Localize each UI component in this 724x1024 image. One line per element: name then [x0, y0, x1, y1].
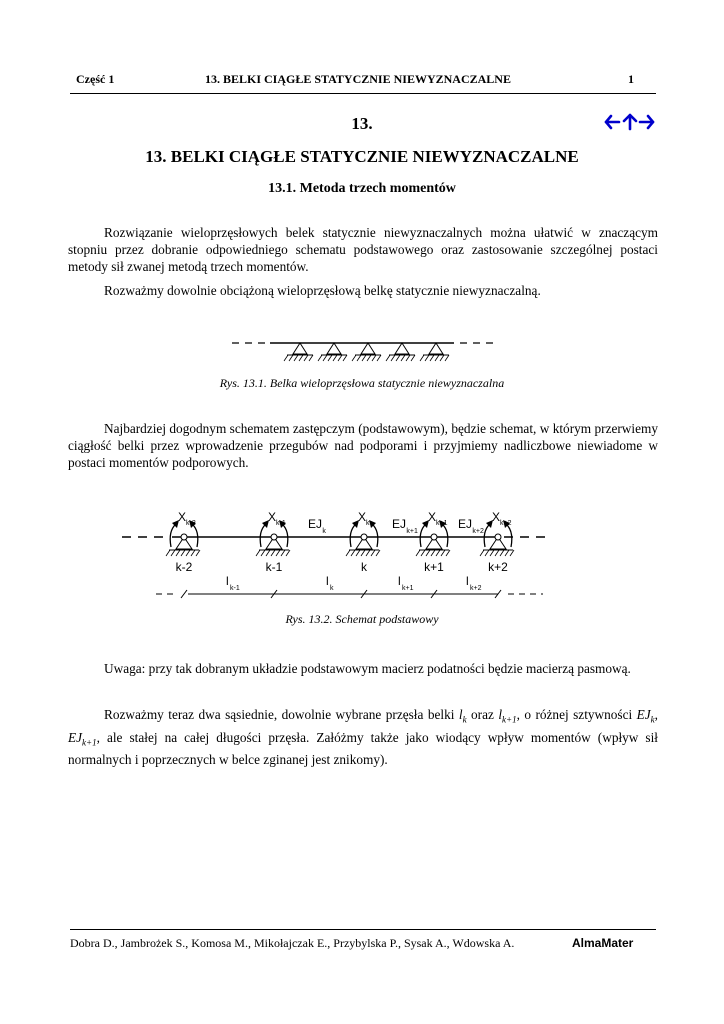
span-length-subscript: k-1	[230, 585, 240, 592]
arrow-right-icon[interactable]	[640, 116, 653, 128]
chapter-number: 13.	[351, 114, 373, 133]
footer-publisher: AlmaMater	[572, 936, 634, 950]
footer-authors: Dobra D., Jambrożek S., Komosa M., Mikołajczak E., Przybylska P., Sysak A., Wdowska A.	[70, 936, 515, 950]
paragraph-1-text: Rozwiązanie wieloprzęsłowych belek statycznie niewyznaczalnych można ułatwić w znaczącym stopniu przez dobranie odpowiedniego schematu podstawowego oraz zastosowanie szczególnej postaci metody sił zwanej metodą trzech momentów.	[68, 225, 658, 274]
node-label: k+1	[424, 560, 444, 574]
paragraph-4	[68, 660, 658, 677]
arrow-up-icon[interactable]	[624, 115, 636, 129]
span-length-label: l	[326, 574, 329, 588]
paragraph-4-text: Uwaga: przy tak dobranym układzie podstawowym macierz podatności będzie macierzą pasmową.	[104, 661, 631, 676]
redundant-moment-subscript: k+2	[500, 520, 512, 527]
arrow-left-icon[interactable]	[606, 116, 619, 128]
paragraph-2	[68, 282, 658, 299]
paragraph-5	[68, 706, 658, 768]
paragraph-5-text-c: , o różnej sztywności	[516, 707, 637, 722]
chapter-title: 13. BELKI CIĄGŁE STATYCZNIE NIEWYZNACZALNE	[145, 147, 579, 166]
stiffness-label: EJ	[308, 517, 323, 531]
stiffness-label: EJ	[458, 517, 473, 531]
stiffness-label: EJ	[392, 517, 407, 531]
header-part: Część 1	[76, 72, 115, 86]
redundant-moment-label: X	[268, 510, 277, 524]
symbol-ejk: $EJ_k$	[636, 707, 655, 725]
symbol-lk1: $l_{k+1}$	[498, 707, 517, 725]
span-length-label: l	[398, 574, 401, 588]
node-label: k	[361, 560, 367, 574]
span-length-label: l	[226, 574, 229, 588]
dimension-tick	[181, 590, 187, 598]
pin-support-icon	[284, 343, 313, 361]
hinged-support-icon	[346, 520, 380, 556]
figure-continuous-beam	[228, 333, 500, 367]
paragraph-3	[68, 420, 658, 471]
footer-rule	[70, 929, 656, 930]
paragraph-5-text-e: , ale stałej na całej długości przęsła. Załóżmy także jako wiodący wpływ momentów (wpływ sił normalnych i poprzecznych w belce zginanej jest znikomy).	[68, 729, 658, 768]
paragraph-2-text: Rozważmy dowolnie obciążoną wieloprzęsłową belkę statycznie niewyznaczalną.	[104, 283, 541, 298]
figure-2-caption: Rys. 13.2. Schemat podstawowy	[285, 612, 439, 626]
symbol-lk: $l_k$	[458, 707, 467, 725]
figure-basic-scheme	[118, 505, 548, 605]
node-label: k-1	[265, 560, 283, 574]
navigation-arrows	[604, 112, 656, 132]
pin-support-icon	[352, 343, 381, 361]
redundant-moment-label: X	[358, 510, 367, 524]
pin-support-icon	[318, 343, 347, 361]
header-page-number: 1	[628, 72, 634, 86]
span-length-subscript: k+1	[402, 585, 414, 592]
stiffness-subscript: k+1	[406, 528, 418, 535]
redundant-moment-subscript: k	[366, 520, 370, 527]
redundant-moment-subscript: k-1	[276, 520, 286, 527]
redundant-moment-subscript: k+1	[436, 520, 448, 527]
header-chapter: 13. BELKI CIĄGŁE STATYCZNIE NIEWYZNACZALNE	[205, 72, 511, 86]
stiffness-subscript: k+2	[472, 528, 484, 535]
pin-support-icon	[386, 343, 415, 361]
span-length-subscript: k+2	[470, 585, 482, 592]
redundant-moment-label: X	[492, 510, 501, 524]
figure-1-caption: Rys. 13.1. Belka wieloprzęsłowa statycznie niewyznaczalna	[219, 376, 505, 390]
node-label: k+2	[488, 560, 508, 574]
paragraph-1	[68, 224, 658, 275]
redundant-moment-label: X	[178, 510, 187, 524]
paragraph-5-text-d: ,	[654, 707, 658, 722]
symbol-ejk1: $EJ_{k+1}$	[68, 729, 97, 748]
span-length-subscript: k	[330, 585, 334, 592]
span-length-label: l	[466, 574, 469, 588]
redundant-moment-subscript: k-2	[186, 520, 196, 527]
redundant-moment-label: X	[428, 510, 437, 524]
paragraph-5-text-b: oraz	[466, 707, 499, 722]
stiffness-subscript: k	[322, 528, 326, 535]
node-label: k-2	[175, 560, 193, 574]
section-title: 13.1. Metoda trzech momentów	[268, 181, 456, 196]
pin-support-icon	[420, 343, 449, 361]
paragraph-5-text-a: Rozważmy teraz dwa sąsiednie, dowolnie wybrane przęsła belki	[104, 707, 455, 722]
paragraph-3-text: Najbardziej dogodnym schematem zastępczym (podstawowym), będzie schemat, w którym przerwiemy ciągłość belki przez wprowadzenie przegubów nad podporami i przyjmiemy nadliczbowe niewiadome w postaci momentów podporowych.	[68, 421, 658, 470]
header-rule	[70, 93, 656, 94]
